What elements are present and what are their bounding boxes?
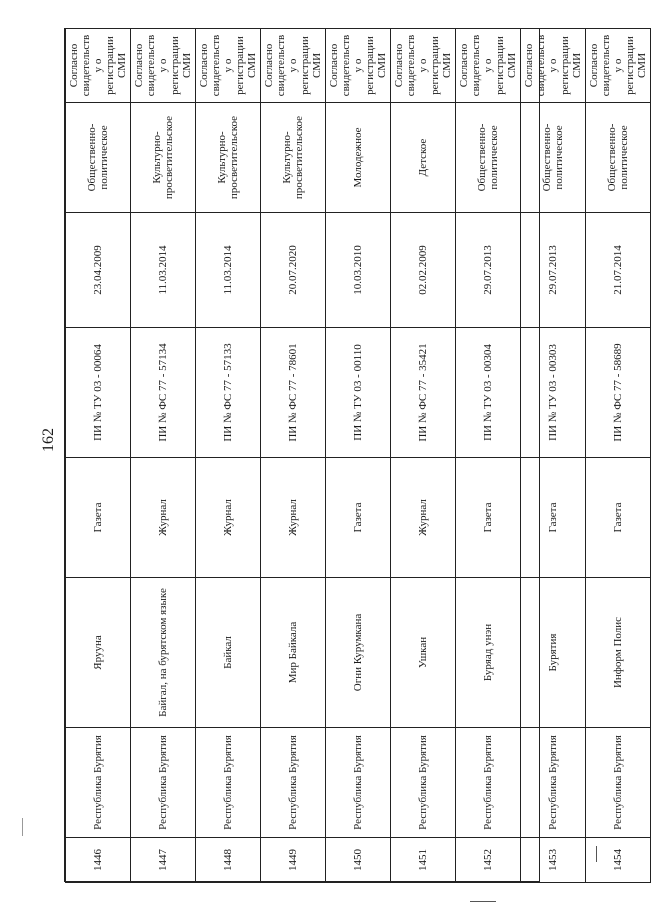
registration-basis: Согласно свидетельству о регистрации СМИ [66, 29, 131, 103]
registration-basis: Согласно свидетельству о регистрации СМИ [326, 29, 391, 103]
row-number: 1446 [66, 838, 131, 883]
registration-basis: Согласно свидетельству о регистрации СМИ [391, 29, 456, 103]
region-cell: Республика Бурятия [521, 728, 586, 838]
scan-mark-bottom [470, 901, 496, 902]
registration-number: ПИ № ФС 77 - 35421 [391, 328, 456, 458]
media-title: Ярууна [66, 578, 131, 728]
table-row [326, 29, 391, 883]
registration-date: 21.07.2014 [586, 213, 651, 328]
table-row [196, 29, 261, 883]
registration-date: 29.07.2013 [456, 213, 521, 328]
row-number: 1449 [261, 838, 326, 883]
registration-basis: Согласно свидетельству о регистрации СМИ [261, 29, 326, 103]
media-type: Газета [521, 458, 586, 578]
media-title: Мир Байкала [261, 578, 326, 728]
table-row [391, 29, 456, 883]
media-category: Общественно-политическое [586, 103, 651, 213]
registration-basis: Согласно свидетельству о регистрации СМИ [196, 29, 261, 103]
registration-basis: Согласно свидетельству о регистрации СМИ [586, 29, 651, 103]
registration-number: ПИ № ФС 77 - 58689 [586, 328, 651, 458]
media-type: Журнал [261, 458, 326, 578]
region-cell: Республика Бурятия [586, 728, 651, 838]
media-title: Байкал [196, 578, 261, 728]
row-number: 1447 [131, 838, 196, 883]
row-number: 1448 [196, 838, 261, 883]
registration-number: ПИ № ТУ 03 - 00304 [456, 328, 521, 458]
media-type: Журнал [131, 458, 196, 578]
registration-number: ПИ № ТУ 03 - 00064 [66, 328, 131, 458]
media-title: Буряад унэн [456, 578, 521, 728]
scan-mark-left [22, 818, 23, 836]
registration-date: 11.03.2014 [196, 213, 261, 328]
registration-basis: Согласно свидетельству о регистрации СМИ [521, 29, 586, 103]
region-cell: Республика Бурятия [261, 728, 326, 838]
registration-date: 11.03.2014 [131, 213, 196, 328]
media-category: Общественно-политическое [521, 103, 586, 213]
media-title: Байгал, на бурятском языке [131, 578, 196, 728]
registry-table-body [66, 29, 651, 883]
row-number: 1453 [521, 838, 586, 883]
media-category: Общественно-политическое [66, 103, 131, 213]
media-category: Культурно-просветительское [196, 103, 261, 213]
media-category: Культурно-просветительское [261, 103, 326, 213]
row-number: 1450 [326, 838, 391, 883]
media-title: Бурятия [521, 578, 586, 728]
row-number: 1452 [456, 838, 521, 883]
row-number: 1451 [391, 838, 456, 883]
media-type: Газета [456, 458, 521, 578]
media-title: Ушкан [391, 578, 456, 728]
media-title: Информ Полис [586, 578, 651, 728]
media-title: Огни Курумкана [326, 578, 391, 728]
registration-number: ПИ № ТУ 03 - 00110 [326, 328, 391, 458]
table-row [66, 29, 131, 883]
table-row [131, 29, 196, 883]
table-row [261, 29, 326, 883]
registration-date: 10.03.2010 [326, 213, 391, 328]
registration-number: ПИ № ФС 77 - 57133 [196, 328, 261, 458]
media-type: Журнал [196, 458, 261, 578]
registration-date: 29.07.2013 [521, 213, 586, 328]
region-cell: Республика Бурятия [196, 728, 261, 838]
scan-mark-right [596, 846, 597, 862]
region-cell: Республика Бурятия [66, 728, 131, 838]
registration-number: ПИ № ФС 77 - 57134 [131, 328, 196, 458]
media-category: Общественно-политическое [456, 103, 521, 213]
registration-date: 20.07.2020 [261, 213, 326, 328]
media-type: Журнал [391, 458, 456, 578]
region-cell: Республика Бурятия [391, 728, 456, 838]
table-row [456, 29, 521, 883]
region-cell: Республика Бурятия [131, 728, 196, 838]
registration-basis: Согласно свидетельству о регистрации СМИ [456, 29, 521, 103]
table-row [521, 29, 586, 883]
region-cell: Республика Бурятия [326, 728, 391, 838]
row-number: 1454 [586, 838, 651, 883]
registration-basis: Согласно свидетельству о регистрации СМИ [131, 29, 196, 103]
media-type: Газета [66, 458, 131, 578]
registration-date: 23.04.2009 [66, 213, 131, 328]
media-type: Газета [586, 458, 651, 578]
registration-number: ПИ № ТУ 03 - 00303 [521, 328, 586, 458]
registration-number: ПИ № ФС 77 - 78601 [261, 328, 326, 458]
media-category: Молодежное [326, 103, 391, 213]
media-category: Детское [391, 103, 456, 213]
region-cell: Республика Бурятия [456, 728, 521, 838]
registry-table-rotated [65, 29, 648, 883]
registry-table-frame [64, 28, 648, 882]
registration-date: 02.02.2009 [391, 213, 456, 328]
page-number: 162 [40, 428, 57, 452]
table-row [586, 29, 651, 883]
media-type: Газета [326, 458, 391, 578]
media-category: Культурно-просветительское [131, 103, 196, 213]
registry-table [65, 28, 651, 883]
